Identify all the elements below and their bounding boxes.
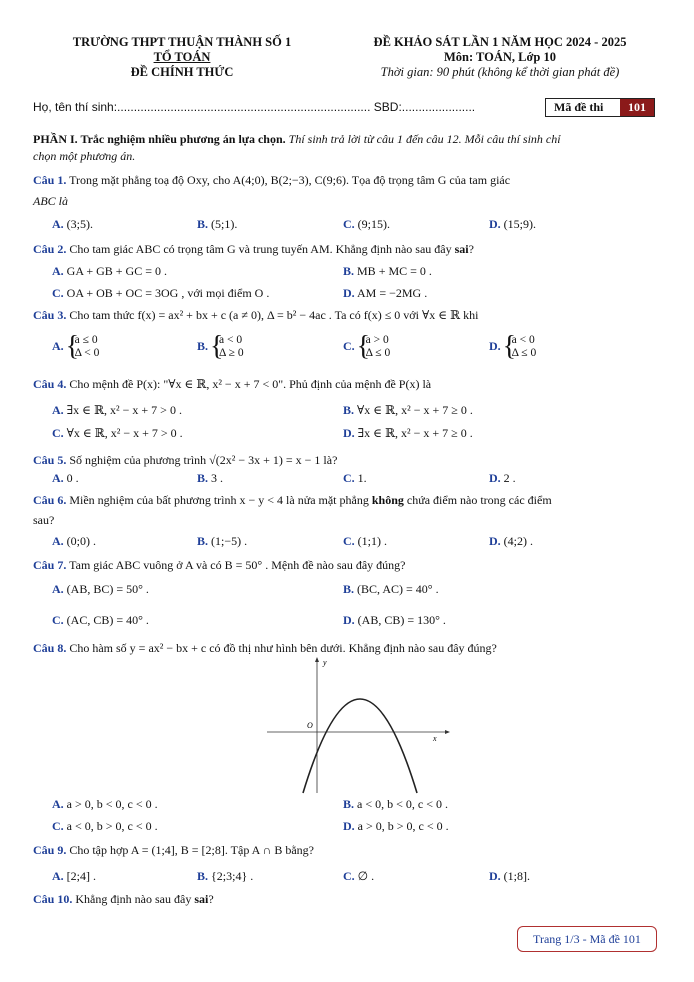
exam-code-value: 101: [620, 99, 654, 116]
question-1: [33, 172, 663, 188]
q4-option-a: A. ∃x ∈ ℝ, x² − x + 7 > 0 .: [52, 403, 182, 417]
question-4: Câu 4. Cho mệnh đề P(x): "∀x ∈ ℝ, x² − x + 7 < 0". Phủ định của mệnh đề P(x) là: [33, 377, 432, 391]
sbd-label: SBD:: [373, 100, 402, 114]
question-9: Câu 9. Cho tập hợp A = (1;4], B = [2;8]. Tập A ∩ B bằng?: [33, 843, 314, 857]
q1-option-a: A. (3;5).: [52, 217, 93, 231]
question-3: Câu 3. Cho tam thức f(x) = ax² + bx + c (a ≠ 0), Δ = b² − 4ac . Ta có f(x) ≤ 0 với ∀x ∈ ℝ khi: [33, 308, 479, 322]
q2-option-d: D. AM = −2MG .: [343, 286, 428, 300]
q1-option-d: D. (15;9).: [489, 217, 536, 231]
q1-label: Câu 1.: [33, 173, 67, 187]
part1-instr-2: chọn một phương án.: [33, 149, 136, 163]
q6-option-c: C. (1;1) .: [343, 534, 387, 548]
exam-title: ĐỀ KHẢO SÁT LẦN 1 NĂM HỌC 2024 - 2025: [373, 35, 627, 49]
q6-option-b: B. (1;−5) .: [197, 534, 248, 548]
x-axis-label: x: [433, 734, 437, 743]
q3-option-d: D. { a < 0 Δ ≤ 0: [489, 334, 536, 360]
q5-option-c: C. 1.: [343, 471, 367, 485]
official-label: ĐỀ CHÍNH THỨC: [130, 65, 234, 79]
q8-option-c: C. a < 0, b > 0, c < 0 .: [52, 819, 158, 833]
q5-option-b: B. 3 .: [197, 471, 224, 485]
name-dots: ............................................................................: [117, 100, 371, 114]
page-footer: Trang 1/3 - Mã đề 101: [517, 926, 657, 952]
q4-option-c: C. ∀x ∈ ℝ, x² − x + 7 > 0 .: [52, 426, 183, 440]
q9-option-d: D. (1;8].: [489, 869, 530, 883]
part1-instr-1: Thí sinh trả lời từ câu 1 đến câu 12. Mỗi câu thí sinh chỉ: [288, 132, 561, 146]
q9-option-b: B. {2;3;4} .: [197, 869, 254, 883]
school-name: TRƯỜNG THPT THUẬN THÀNH SỐ 1: [72, 35, 292, 49]
q8-option-b: B. a < 0, b < 0, c < 0 .: [343, 797, 448, 811]
q1-text-2: ABC là: [33, 194, 68, 208]
sbd-dots: ......................: [401, 100, 476, 114]
question-5: Câu 5. Số nghiệm của phương trình √(2x² − 3x + 1) = x − 1 là?: [33, 453, 338, 467]
origin-label: O: [307, 721, 313, 730]
q1-option-c: C. (9;15).: [343, 217, 390, 231]
question-6: Câu 6. Miền nghiệm của bất phương trình x − y < 4 là nửa mặt phẳng không chứa điểm nào trong các điểm: [33, 493, 552, 507]
part1-instructions: [33, 131, 663, 147]
department: TỔ TOÁN: [153, 50, 211, 64]
name-label: Họ, tên thí sinh:: [33, 100, 118, 114]
exam-code-label: Mã đề thi: [554, 100, 604, 114]
q2-option-a: A. GA + GB + GC = 0 .: [52, 264, 167, 278]
question-7: Câu 7. Tam giác ABC vuông ở A và có B = 50° . Mệnh đề nào sau đây đúng?: [33, 558, 406, 572]
q4-option-d: D. ∃x ∈ ℝ, x² − x + 7 ≥ 0 .: [343, 426, 473, 440]
q6-option-d: D. (4;2) .: [489, 534, 533, 548]
q6-text-2: sau?: [33, 513, 55, 527]
question-10: Câu 10. Khẳng định nào sau đây sai?: [33, 892, 214, 906]
q5-option-a: A. 0 .: [52, 471, 79, 485]
q7-option-a: A. (AB, BC) = 50° .: [52, 582, 149, 596]
q8-option-d: D. a > 0, b > 0, c < 0 .: [343, 819, 449, 833]
part1-title: PHẦN I. Trắc nghiệm nhiều phương án lựa chọn.: [33, 132, 286, 146]
q7-option-c: C. (AC, CB) = 40° .: [52, 613, 149, 627]
q1-text: Trong mặt phẳng toạ độ Oxy, cho A(4;0), B(2;−3), C(9;6). Tọa độ trọng tâm G của tam giác: [69, 173, 511, 187]
x-axis-arrow: [445, 730, 450, 734]
q3-option-b: B. { a < 0 Δ ≥ 0: [197, 334, 244, 360]
exam-time: Thời gian: 90 phút (không kể thời gian phát đề): [380, 65, 620, 79]
q9-option-a: A. [2;4] .: [52, 869, 96, 883]
question-2: Câu 2. Cho tam giác ABC có trọng tâm G và trung tuyến AM. Khẳng định nào sau đây sai?: [33, 242, 474, 256]
y-axis-label: y: [323, 658, 327, 667]
student-name-line: [33, 100, 475, 114]
q4-option-b: B. ∀x ∈ ℝ, x² − x + 7 ≥ 0 .: [343, 403, 473, 417]
q1-option-b: B. (5;1).: [197, 217, 238, 231]
q6-option-a: A. (0;0) .: [52, 534, 96, 548]
q7-option-b: B. (BC, AC) = 40° .: [343, 582, 439, 596]
y-axis-arrow: [315, 657, 319, 662]
q5-option-d: D. 2 .: [489, 471, 516, 485]
q7-option-d: D. (AB, CB) = 130° .: [343, 613, 446, 627]
q8-option-a: A. a > 0, b < 0, c < 0 .: [52, 797, 158, 811]
question-8: Câu 8. Cho hàm số y = ax² − bx + c có đồ thị như hình bên dưới. Khẳng định nào sau đây đúng?: [33, 641, 497, 655]
q2-option-b: B. MB + MC = 0 .: [343, 264, 432, 278]
q3-option-a: A. { a ≤ 0 Δ < 0: [52, 334, 99, 360]
exam-code-box: [545, 98, 655, 117]
q2-option-c: C. OA + OB + OC = 3OG , với mọi điểm O .: [52, 286, 270, 300]
q9-option-c: C. ∅ .: [343, 869, 375, 883]
q3-option-c: C. { a > 0 Δ ≤ 0: [343, 334, 390, 360]
parabola-graph: [265, 655, 450, 795]
subject: Môn: TOÁN, Lớp 10: [443, 50, 557, 64]
parabola-curve: [303, 699, 417, 793]
